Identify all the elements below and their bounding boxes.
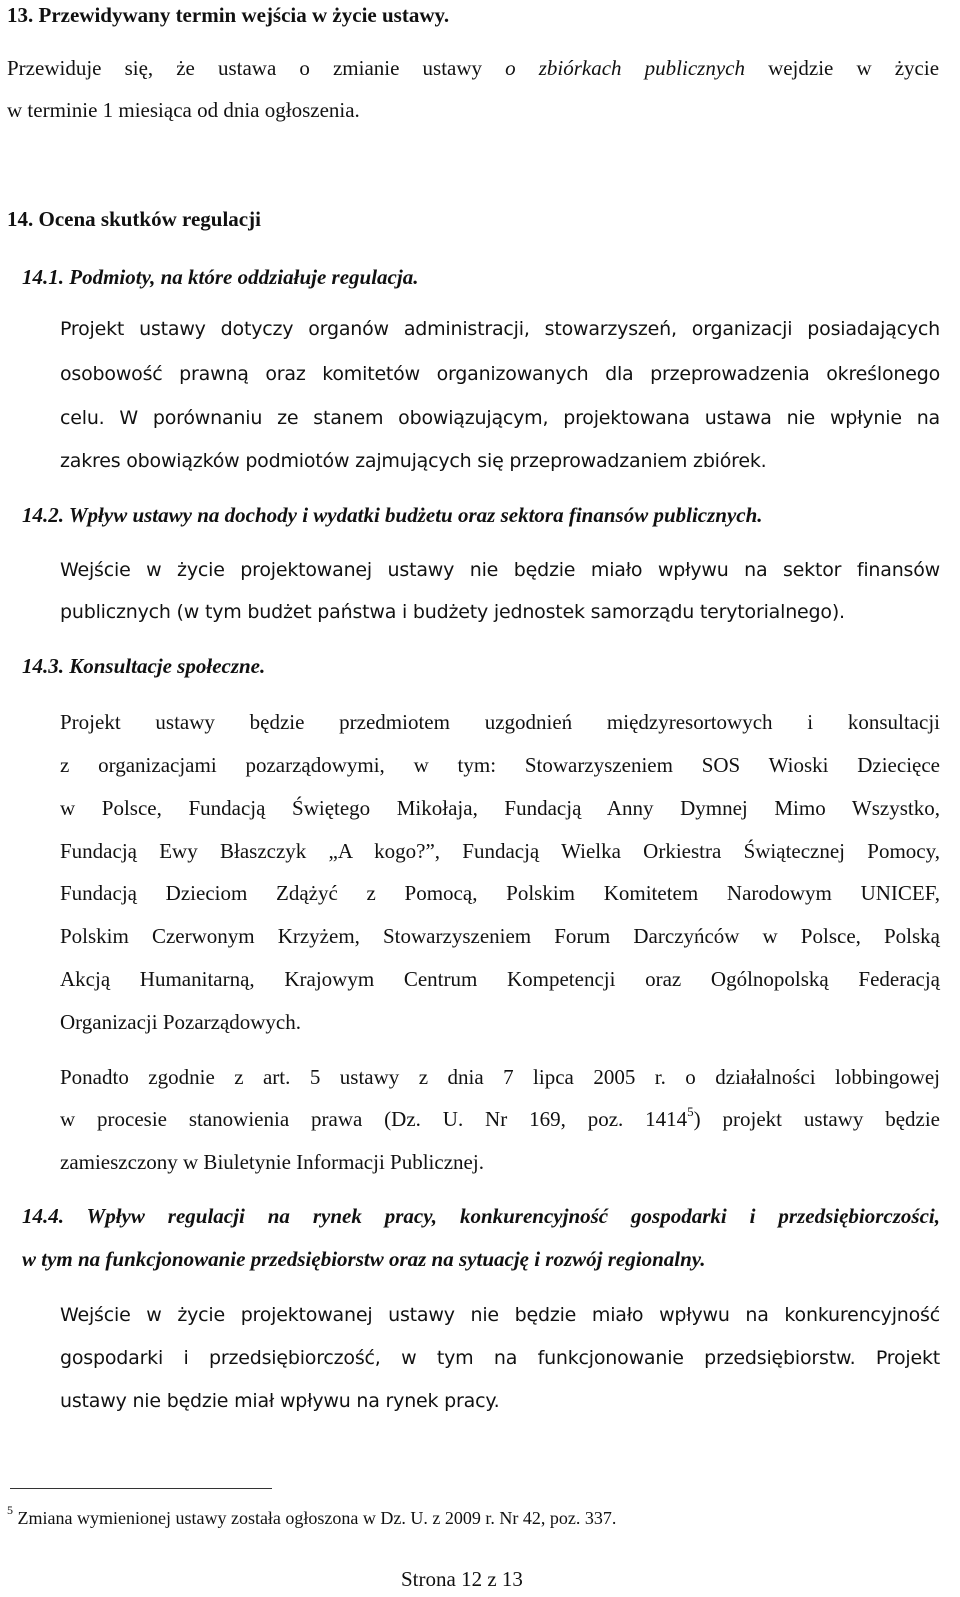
section-14-3-line-3: w Polsce, Fundacją Świętego Mikołaja, Fundacją Anny Dymnej Mimo Wszystko,: [60, 796, 940, 820]
page-number: Strona 12 z 13: [401, 1567, 523, 1591]
footnote-marker: 5: [7, 1503, 13, 1517]
section-14-1-line-3: celu. W porównaniu ze stanem obowiązującym, projektowana ustawa nie wpłynie na: [60, 407, 940, 429]
section-14-4-heading-line-1: 14.4. Wpływ regulacji na rynek pracy, konkurencyjność gospodarki i przedsiębiorczości,: [22, 1204, 940, 1228]
section-14-3-line-5: Fundacją Dzieciom Zdążyć z Pomocą, Polskim Komitetem Narodowym UNICEF,: [60, 881, 940, 905]
section-14-3-heading: 14.3. Konsultacje społeczne.: [22, 654, 266, 678]
section-14-1-line-4: zakres obowiązków podmiotów zajmujących się przeprowadzaniem zbiórek.: [60, 450, 767, 472]
section-14-4-line-1: Wejście w życie projektowanej ustawy nie będzie miało wpływu na konkurencyjność: [60, 1304, 940, 1326]
section-14-4-heading-line-2: w tym na funkcjonowanie przedsiębiorstw oraz na sytuację i rozwój regionalny.: [22, 1247, 706, 1271]
section-13-heading: 13. Przewidywany termin wejścia w życie ustawy.: [7, 3, 450, 27]
section-14-3-p2-line-3: zamieszczony w Biuletynie Informacji Publicznej.: [60, 1150, 484, 1174]
section-14-2-heading: 14.2. Wpływ ustawy na dochody i wydatki budżetu oraz sektora finansów publicznych.: [22, 503, 763, 527]
section-14-3-p2-line-1: Ponadto zgodnie z art. 5 ustawy z dnia 7 lipca 2005 r. o działalności lobbingowej: [60, 1065, 940, 1089]
section-14-3-line-4: Fundacją Ewy Błaszczyk „A kogo?”, Fundacją Wielka Orkiestra Świątecznej Pomocy,: [60, 839, 940, 863]
section-14-1-heading: 14.1. Podmioty, na które oddziałuje regulacja.: [22, 265, 419, 289]
section-14-1-line-2: osobowość prawną oraz komitetów organizowanych dla przeprowadzenia określonego: [60, 363, 940, 385]
section-14-2-line-1: Wejście w życie projektowanej ustawy nie będzie miało wpływu na sektor finansów: [60, 559, 940, 581]
footnote-text: Zmiana wymienionej ustawy została ogłoszona w Dz. U. z 2009 r. Nr 42, poz. 337.: [13, 1508, 617, 1528]
section-14-3-line-1: Projekt ustawy będzie przedmiotem uzgodnień międzyresortowych i konsultacji: [60, 710, 940, 734]
section-13-text-line-2: w terminie 1 miesiąca od dnia ogłoszenia.: [7, 98, 360, 122]
section-14-3-line-6: Polskim Czerwonym Krzyżem, Stowarzyszeniem Forum Darczyńców w Polsce, Polską: [60, 924, 940, 948]
section-14-heading: 14. Ocena skutków regulacji: [7, 207, 261, 231]
section-14-3-line-8: Organizacji Pozarządowych.: [60, 1010, 302, 1034]
section-14-4-line-3: ustawy nie będzie miał wpływu na rynek pracy.: [60, 1390, 500, 1412]
section-14-3-p2-line-2: w procesie stanowienia prawa (Dz. U. Nr 169, poz. 1414$^5$) projekt ustawy będzie: [60, 1104, 940, 1131]
section-14-3-line-7: Akcją Humanitarną, Krajowym Centrum Kompetencji oraz Ogólnopolską Federacją: [60, 967, 940, 991]
section-14-3-line-2: z organizacjami pozarządowymi, w tym: Stowarzyszeniem SOS Wioski Dziecięce: [60, 753, 940, 777]
footnote-reference: 5: [687, 1104, 694, 1119]
section-14-4-line-2: gospodarki i przedsiębiorczość, w tym na funkcjonowanie przedsiębiorstw. Projekt: [60, 1347, 940, 1369]
footnote-separator: [10, 1488, 272, 1489]
section-14-2-line-2: publicznych (w tym budżet państwa i budżety jednostek samorządu terytorialnego).: [60, 601, 845, 623]
section-14-1-line-1: Projekt ustawy dotyczy organów administracji, stowarzyszeń, organizacji posiadających: [60, 318, 940, 340]
footnote: [7, 1503, 617, 1529]
section-13-text-line-1: Przewiduje się, że ustawa o zmianie ustawy o zbiórkach publicznych wejdzie w życie: [7, 56, 940, 80]
